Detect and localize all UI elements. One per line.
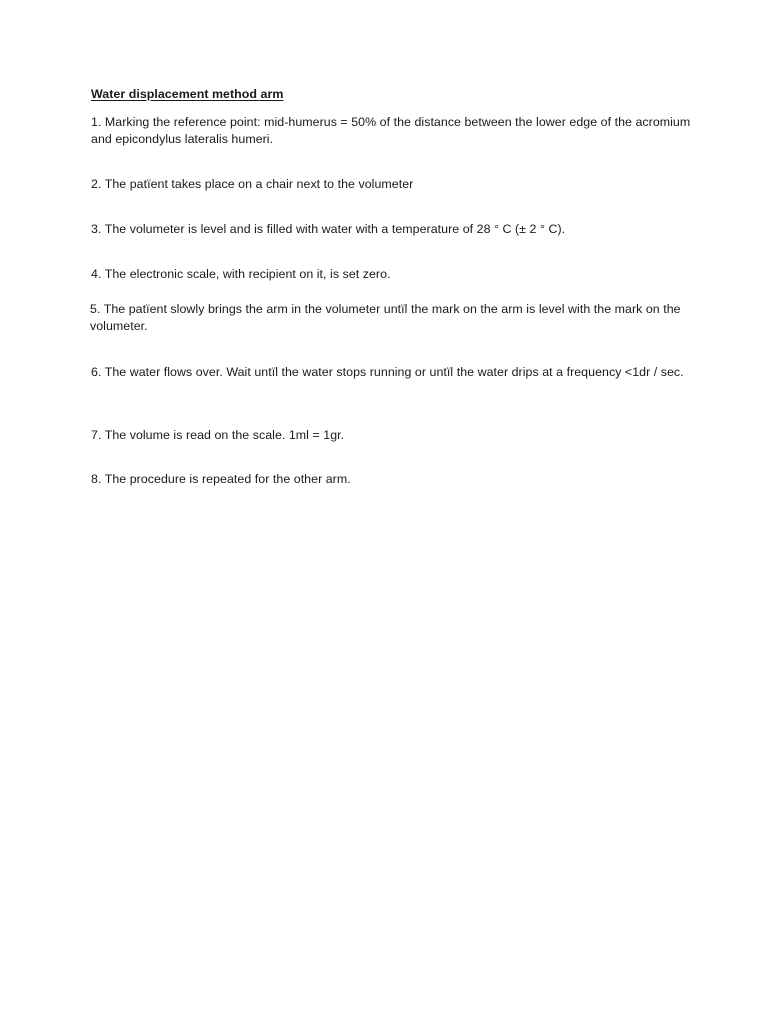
step-8: 8. The procedure is repeated for the other arm. [91, 472, 351, 486]
step-5: 5. The patïent slowly brings the arm in the volumeter untïl the mark on the arm is level with the mark on the volumeter. [90, 302, 681, 333]
step-4: 4. The electronic scale, with recipient on it, is set zero. [91, 267, 391, 281]
document-body [90, 86, 691, 486]
step-6: 6. The water flows over. Wait untïl the water stops running or untïl the water drips at a frequency <1dr / sec. [91, 365, 684, 379]
step-3: 3. The volumeter is level and is filled with water with a temperature of 28 ° C (± 2 ° C). [91, 222, 566, 236]
step-1: 1. Marking the reference point: mid-humerus = 50% of the distance between the lower edge of the acromium and epicondylus lateralis humeri. [91, 115, 691, 146]
document-title: Water displacement method arm [91, 87, 284, 101]
step-2: 2. The patïent takes place on a chair next to the volumeter [91, 177, 414, 191]
step-7: 7. The volume is read on the scale. 1ml = 1gr. [91, 428, 345, 442]
